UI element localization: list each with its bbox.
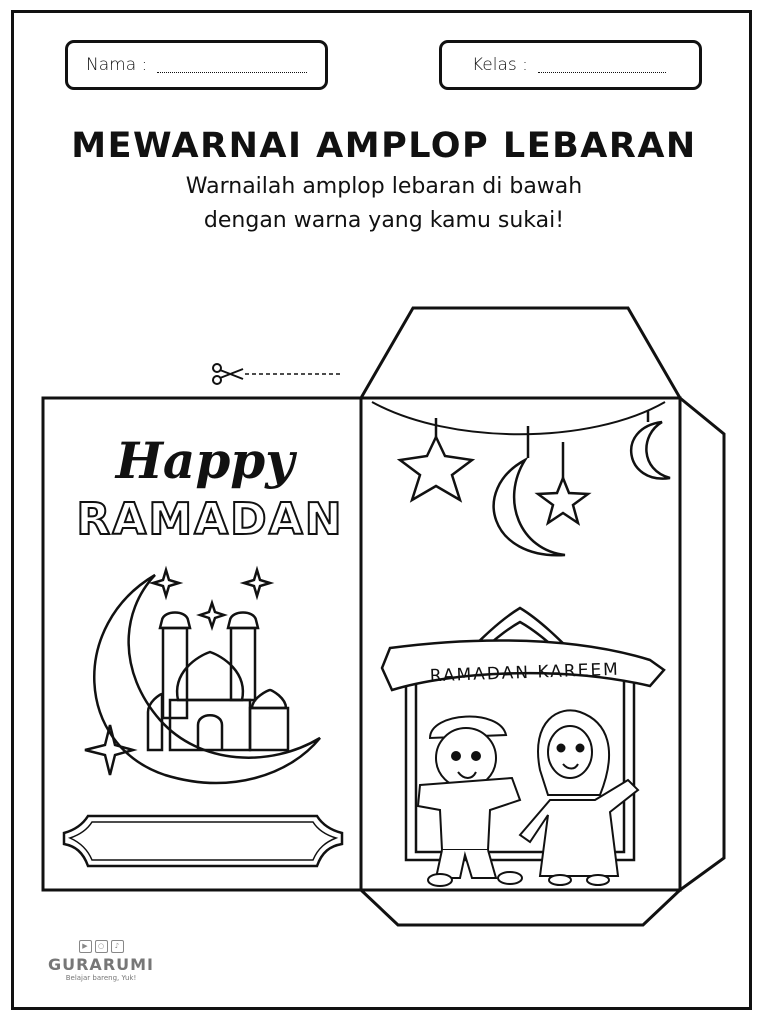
star-icon <box>538 478 588 523</box>
star-icon <box>400 437 472 500</box>
play-icon: ▶ <box>79 940 92 953</box>
envelope-outline <box>43 308 724 925</box>
mosque-body <box>170 700 250 750</box>
instruction-line-2: dengan warna yang kamu sukai! <box>203 208 565 233</box>
crescent-mosque-illustration <box>85 570 320 783</box>
sparkle-icon <box>244 570 270 596</box>
instagram-icon: ○ <box>95 940 108 953</box>
brand-tagline: Belajar bareng, Yuk! <box>65 974 137 982</box>
ramadan-banner-text: RAMADAN <box>76 494 344 545</box>
crescent-moon-icon <box>494 460 565 555</box>
class-label: Kelas : <box>472 55 528 75</box>
name-tag-frame <box>64 816 342 866</box>
ribbon-text: RAMADAN KAREEM <box>429 659 621 687</box>
tiktok-icon: ♪ <box>111 940 124 953</box>
name-label: Nama : <box>86 55 148 75</box>
hanging-decorations <box>400 410 670 555</box>
instruction-line-1: Warnailah amplop lebaran di bawah <box>185 174 583 199</box>
sparkle-icon <box>85 725 133 775</box>
hanging-garland <box>372 402 665 434</box>
brand-name: GURARUMI <box>47 955 154 974</box>
social-icons <box>46 940 156 953</box>
sparkle-icon <box>153 570 179 596</box>
sparkle-icon <box>200 603 224 627</box>
happy-script-text: Happy <box>115 431 295 490</box>
page-title: MEWARNAI AMPLOP LEBARAN <box>71 126 697 166</box>
crescent-moon-icon <box>631 422 670 479</box>
brand-logo <box>46 940 156 982</box>
scissors-icon <box>213 364 243 384</box>
